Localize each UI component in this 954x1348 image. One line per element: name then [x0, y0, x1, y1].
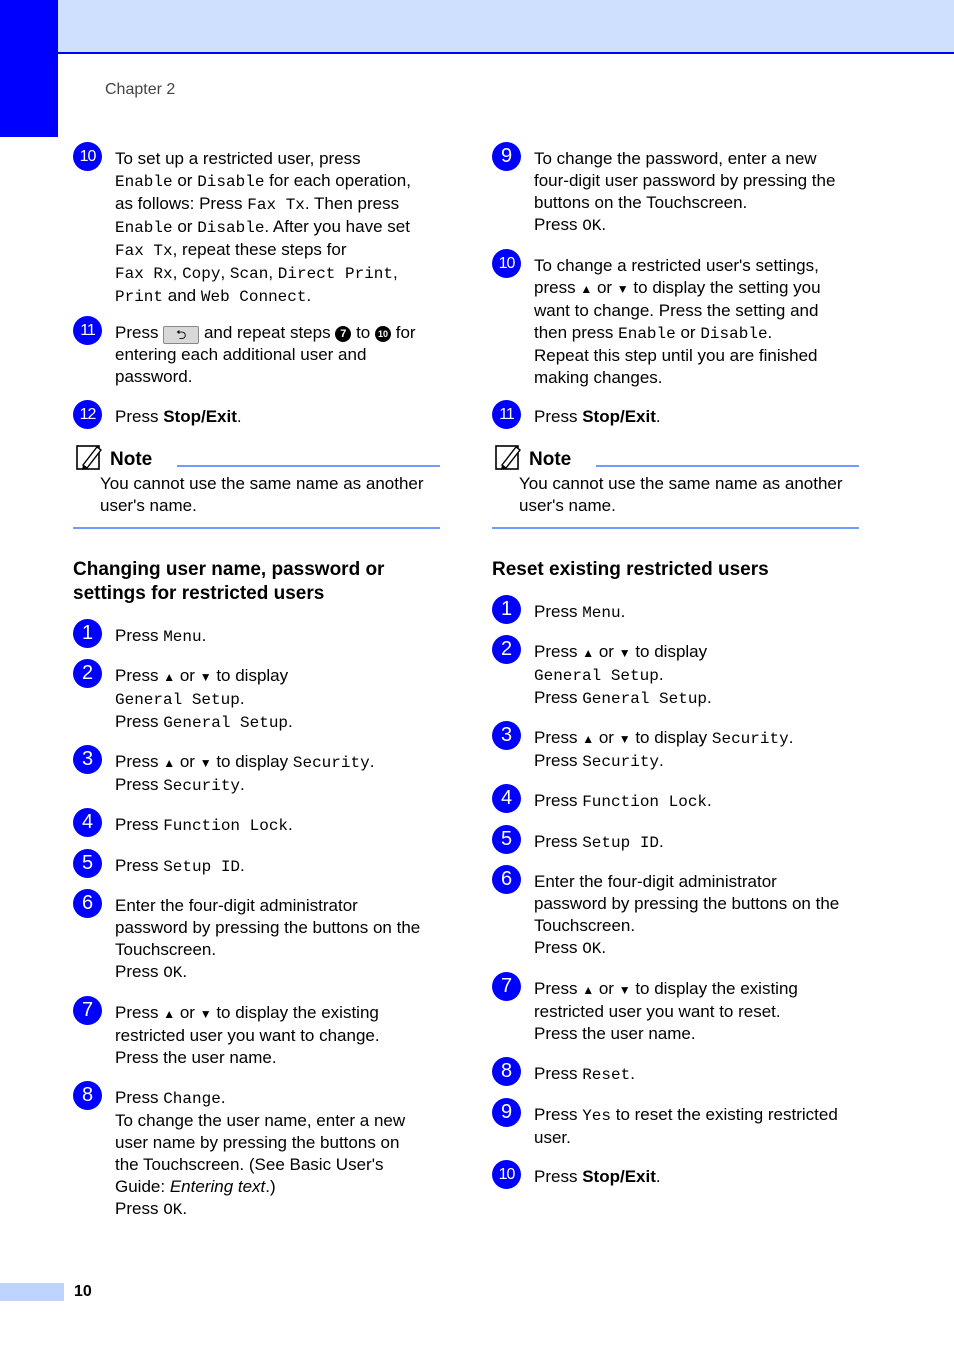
- text: password by pressing the buttons on the: [115, 918, 421, 937]
- step-8: 8 Press Reset.: [492, 1063, 864, 1086]
- step-10: 10 Press Stop/Exit.: [492, 1166, 864, 1188]
- step-9: [492, 1101, 864, 1149]
- text: press: [534, 278, 576, 297]
- up-arrow-icon: ▲: [163, 756, 176, 770]
- up-arrow-icon: ▲: [582, 983, 595, 997]
- text: Press: [534, 751, 578, 770]
- text: to reset the existing restricted: [615, 1105, 838, 1124]
- up-arrow-icon: ▲: [163, 670, 176, 684]
- text: Press: [115, 666, 159, 685]
- text: and repeat steps: [203, 323, 331, 342]
- text: password by pressing the buttons on the: [534, 894, 840, 913]
- step-4: 4 Press Function Lock.: [73, 814, 445, 837]
- down-arrow-icon: ▼: [618, 732, 631, 746]
- text: to display: [216, 666, 289, 685]
- text: as follows: Press: [115, 194, 243, 213]
- step-9: 9 To change the password, enter a new four-digit user password by pressing the buttons on the Touchscreen. Press OK.: [492, 148, 864, 237]
- text: Press the user name.: [115, 1048, 277, 1067]
- back-icon: ⮌: [163, 326, 199, 344]
- step-5: 5 Press Setup ID.: [492, 831, 864, 854]
- text: or: [598, 979, 614, 998]
- menu-option: Enable: [618, 325, 676, 343]
- step-number: 1: [73, 619, 102, 648]
- text: entering each additional user and: [115, 345, 367, 364]
- text: Guide:: [115, 1177, 166, 1196]
- text: Press: [115, 1199, 159, 1218]
- step-number: 2: [492, 635, 521, 664]
- menu-option: Yes: [582, 1107, 612, 1125]
- text: for: [395, 323, 416, 342]
- step-7: [73, 999, 445, 1069]
- menu-option: Disable: [197, 219, 265, 237]
- note-divider: [492, 527, 859, 529]
- text: Press: [534, 791, 578, 810]
- text: to display: [635, 642, 708, 661]
- menu-option: Security: [163, 777, 241, 795]
- chapter-label: Chapter 2: [105, 81, 176, 98]
- text: or: [177, 217, 193, 236]
- text: Press: [534, 602, 578, 621]
- note-box: [492, 443, 859, 529]
- text: Touchscreen.: [534, 916, 636, 935]
- text: to display: [635, 728, 708, 747]
- menu-option: OK: [582, 940, 602, 958]
- chapter-tab: [0, 0, 58, 137]
- text: Press: [534, 642, 578, 661]
- section-heading: Reset existing restricted users: [492, 559, 769, 580]
- text: .): [265, 1177, 276, 1196]
- down-arrow-icon: ▼: [616, 282, 629, 296]
- menu-option: Web Connect: [200, 288, 307, 306]
- step-11: [73, 322, 445, 388]
- text: To change a restricted user's settings,: [534, 256, 819, 275]
- menu-option: Fax Tx: [115, 242, 173, 260]
- text: Press: [115, 323, 159, 342]
- note-divider: [73, 527, 440, 529]
- text: Repeat this step until you are finished: [534, 346, 818, 365]
- menu-option: Security: [582, 753, 660, 771]
- step-4: 4 Press Function Lock.: [492, 790, 864, 813]
- step-11: 11 Press Stop/Exit.: [492, 406, 864, 428]
- step-number: 6: [73, 889, 102, 918]
- text: Press: [115, 712, 159, 731]
- text: . After you have set: [264, 217, 410, 236]
- step-ref: 7: [335, 326, 351, 342]
- text: or: [596, 278, 613, 297]
- text: or: [177, 171, 193, 190]
- text: then press: [534, 323, 614, 342]
- down-arrow-icon: ▼: [199, 670, 212, 684]
- menu-option: Print: [115, 288, 164, 306]
- text: To change the user name, enter a new: [115, 1111, 406, 1130]
- text: to display the existing: [216, 1003, 379, 1022]
- menu-option: OK: [163, 964, 183, 982]
- footer-bar: [0, 1283, 64, 1301]
- step-6: 6 Enter the four-digit administrator password by pressing the buttons on the Touchscreen. Press OK.: [492, 871, 864, 960]
- text: user name by pressing the buttons on: [115, 1133, 400, 1152]
- menu-option: Reset: [582, 1066, 631, 1084]
- text: or: [680, 323, 696, 342]
- menu-option: Fax Rx: [115, 265, 173, 283]
- note-title: Note: [529, 449, 572, 470]
- step-number: 5: [73, 849, 102, 878]
- text: Press: [534, 979, 578, 998]
- step-ref: 10: [375, 326, 391, 342]
- step-7: [492, 975, 864, 1045]
- menu-option: Security: [711, 730, 789, 748]
- text: Enter the four-digit administrator: [115, 896, 358, 915]
- text: Press: [534, 1064, 578, 1083]
- text: Press: [534, 938, 578, 957]
- step-number: 10: [73, 142, 102, 171]
- step-2: 2 Press ▲ or ▼ to display General Setup. Press General Setup.: [73, 665, 445, 734]
- step-number: 10: [492, 1160, 521, 1189]
- text: Press: [534, 407, 578, 426]
- menu-option: Fax Tx: [247, 196, 305, 214]
- note-icon: [75, 443, 103, 471]
- text: or: [598, 728, 614, 747]
- menu-option: Direct Print: [277, 265, 393, 283]
- note-title: Note: [110, 449, 153, 470]
- section-heading: Changing user name, password or settings for restricted users: [73, 559, 385, 604]
- step-number: 9: [492, 1098, 521, 1127]
- text: Press: [115, 962, 159, 981]
- link-text: Entering text: [169, 1177, 266, 1196]
- text: . Then press: [304, 194, 400, 213]
- step-number: 5: [492, 825, 521, 854]
- menu-option: OK: [163, 1201, 183, 1219]
- page-number: 10: [74, 1283, 92, 1300]
- text: Touchscreen.: [115, 940, 217, 959]
- up-arrow-icon: ▲: [582, 732, 595, 746]
- step-number: 3: [492, 721, 521, 750]
- step-5: 5 Press Setup ID.: [73, 855, 445, 878]
- menu-option: Disable: [197, 173, 265, 191]
- text: Press: [534, 728, 578, 747]
- up-arrow-icon: ▲: [163, 1007, 176, 1021]
- step-2: 2 Press ▲ or ▼ to display General Setup. Press General Setup.: [492, 641, 864, 710]
- text: Press: [534, 688, 578, 707]
- text: want to change. Press the setting and: [534, 301, 819, 320]
- text: or: [179, 752, 195, 771]
- menu-option: General Setup: [582, 690, 708, 708]
- text: to: [356, 323, 371, 342]
- text: for each operation,: [269, 171, 411, 190]
- step-number: 9: [492, 142, 521, 171]
- text: Press the user name.: [534, 1024, 696, 1043]
- menu-option: Copy: [182, 265, 221, 283]
- menu-option: Security: [292, 754, 370, 772]
- button-name: Stop/Exit: [582, 407, 656, 426]
- down-arrow-icon: ▼: [199, 1007, 212, 1021]
- text: To set up a restricted user, press: [115, 149, 361, 168]
- text: Press: [534, 832, 578, 851]
- step-number: 8: [73, 1081, 102, 1110]
- text: Press: [115, 815, 159, 834]
- step-number: 12: [73, 400, 102, 429]
- text: Press: [115, 752, 159, 771]
- step-number: 8: [492, 1057, 521, 1086]
- text: Press: [115, 1088, 159, 1107]
- text: Press: [534, 215, 578, 234]
- note-icon: [494, 443, 522, 471]
- step-6: 6 Enter the four-digit administrator password by pressing the buttons on the Touchscreen. Press OK.: [73, 895, 445, 984]
- step-number: 7: [73, 996, 102, 1025]
- step-number: 1: [492, 595, 521, 624]
- up-arrow-icon: ▲: [582, 646, 595, 660]
- text: Press: [115, 856, 159, 875]
- text: Enter the four-digit administrator: [534, 872, 777, 891]
- note-rule: [177, 465, 440, 467]
- step-1: 1 Press Menu.: [73, 625, 445, 648]
- menu-option: Change: [163, 1090, 221, 1108]
- step-1: 1 Press Menu.: [492, 601, 864, 624]
- menu-option: Setup ID: [163, 858, 241, 876]
- text: To change the password, enter a new: [534, 149, 817, 168]
- down-arrow-icon: ▼: [199, 756, 212, 770]
- menu-option: General Setup: [115, 691, 240, 709]
- step-number: 11: [73, 316, 102, 345]
- up-arrow-icon: ▲: [580, 282, 593, 296]
- text: or: [179, 1003, 195, 1022]
- menu-option: Scan: [229, 265, 269, 283]
- header-band: [58, 0, 954, 54]
- button-name: Stop/Exit: [582, 1167, 656, 1186]
- menu-option: Menu: [582, 604, 621, 622]
- step-number: 7: [492, 972, 521, 1001]
- text: buttons on the Touchscreen.: [534, 193, 748, 212]
- menu-option: Function Lock: [163, 817, 289, 835]
- text: restricted user you want to change.: [115, 1026, 380, 1045]
- menu-option: Function Lock: [582, 793, 708, 811]
- menu-option: Enable: [115, 219, 173, 237]
- text: the Touchscreen. (See Basic User's: [115, 1155, 384, 1174]
- text: restricted user you want to reset.: [534, 1002, 781, 1021]
- step-10: 10 To set up a restricted user, press Enable or Disable for each operation, as follows: Press Fax Tx. Then press Enable or Disable. After you have set Fax Tx, repeat these steps for Fax Rx, Copy, Scan, Direct Print, Print and Web Connect.: [73, 148, 445, 308]
- text: password.: [115, 367, 193, 386]
- text: to display the existing: [635, 979, 798, 998]
- text: to display the setting you: [633, 278, 821, 297]
- step-number: 4: [73, 808, 102, 837]
- menu-option: General Setup: [163, 714, 289, 732]
- text: and: [167, 286, 197, 305]
- down-arrow-icon: ▼: [618, 983, 631, 997]
- step-number: 11: [492, 400, 521, 429]
- step-8: 8 Press Change. To change the user name, enter a new user name by pressing the buttons on the Touchscreen. (See Basic User's Guide: Entering text.) Press OK.: [73, 1087, 445, 1221]
- text: user.: [534, 1128, 571, 1147]
- step-12: 12 Press Stop/Exit.: [73, 406, 445, 428]
- text: Press: [115, 626, 159, 645]
- step-3: 3 Press ▲ or ▼ to display Security. Press Security.: [73, 751, 445, 797]
- text: Press: [115, 407, 159, 426]
- text: or: [179, 666, 195, 685]
- menu-option: Enable: [115, 173, 173, 191]
- step-10: 10 To change a restricted user's settings, press ▲ or ▼ to display the setting you want to change. Press the setting and then press Enable or Disable. Repeat this step until you are finished making changes.: [492, 255, 864, 389]
- step-number: 2: [73, 659, 102, 688]
- step-number: 4: [492, 784, 521, 813]
- text: Press: [534, 1167, 578, 1186]
- text: Press: [115, 1003, 159, 1022]
- down-arrow-icon: ▼: [618, 646, 631, 660]
- button-name: Stop/Exit: [163, 407, 237, 426]
- note-text: You cannot use the same name as another user's name.: [519, 474, 843, 515]
- note-box: [73, 443, 440, 529]
- step-number: 3: [73, 745, 102, 774]
- text: to display: [216, 752, 289, 771]
- note-rule: [596, 465, 859, 467]
- step-3: 3 Press ▲ or ▼ to display Security. Press Security.: [492, 727, 864, 773]
- step-number: 6: [492, 865, 521, 894]
- text: or: [598, 642, 614, 661]
- menu-option: Menu: [163, 628, 202, 646]
- text: four-digit user password by pressing the: [534, 171, 836, 190]
- menu-option: OK: [582, 217, 602, 235]
- menu-option: Disable: [700, 325, 768, 343]
- text: making changes.: [534, 368, 663, 387]
- note-text: You cannot use the same name as another user's name.: [100, 474, 424, 515]
- menu-option: Setup ID: [582, 834, 660, 852]
- text: , repeat these steps for: [172, 240, 347, 259]
- text: Press: [115, 775, 159, 794]
- text: Press: [534, 1105, 578, 1124]
- menu-option: General Setup: [534, 667, 659, 685]
- step-number: 10: [492, 249, 521, 278]
